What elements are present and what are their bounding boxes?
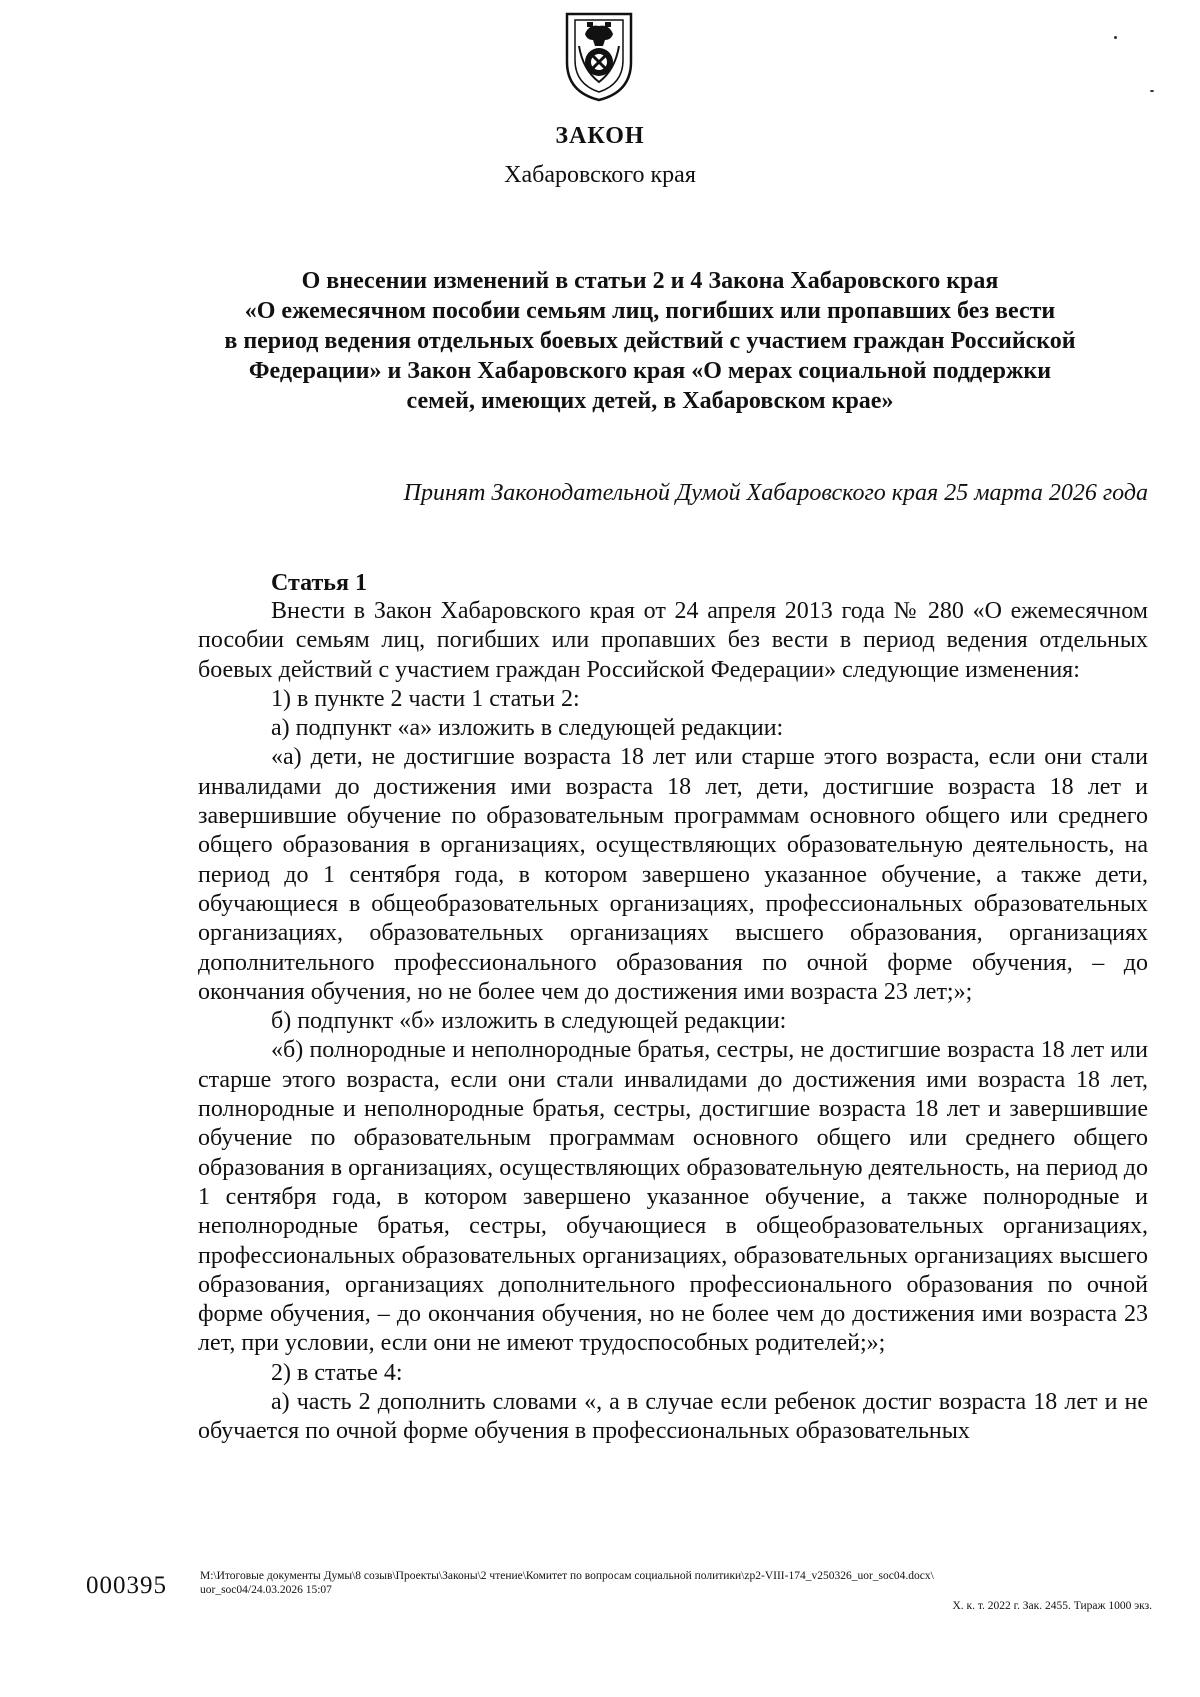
file-path-line: М:\Итоговые документы Думы\8 созыв\Проекты\Законы\2 чтение\Комитет по вопросам социальной политики\zp2-VIII-174_v250326_uor_soc04.docx\ bbox=[200, 1570, 934, 1582]
document-title: ЗАКОН bbox=[555, 123, 645, 149]
paragraph: 1) в пункте 2 части 1 статьи 2: bbox=[271, 685, 580, 712]
adoption-statement: Принят Законодательной Думой Хабаровского края 25 марта 2026 года bbox=[403, 480, 1148, 506]
paragraph: 2) в статье 4: bbox=[271, 1359, 403, 1386]
file-path bbox=[200, 1569, 1150, 1597]
subject-line: «О ежемесячном пособии семьям лиц, погибших или пропавших без вести bbox=[244, 298, 1056, 324]
subject-line: в период ведения отдельных боевых действий с участием граждан Российской bbox=[224, 328, 1076, 354]
article-heading: Статья 1 bbox=[271, 570, 367, 596]
law-subject bbox=[190, 266, 1110, 416]
document-region: Хабаровского края bbox=[504, 162, 696, 188]
scan-speck bbox=[1150, 90, 1154, 92]
paragraph: а) часть 2 дополнить словами «, а в случае если ребенок достиг возраста 18 лет и не обучается по очной форме обучения в профессиональных образовательных bbox=[198, 1389, 1148, 1445]
paragraph: «а) дети, не достигшие возраста 18 лет или старше этого возраста, если они стали инвалидами до достижения ими возраста 18 лет, дети, достигшие возраста 18 лет и завершившие обучение по образовательным программам основного общего или среднего общего образования в организациях, осуществляющих образовательную деятельность, на период до 1 сентября года, в котором завершено указанное обучение, а также дети, обучающиеся в общеобразовательных организациях, профессиональных образовательных организациях, образовательных организациях высшего образования, организациях дополнительного профессионального образования по очной форме обучения, – до окончания обучения, но не более чем до достижения ими возраста 23 лет;»; bbox=[198, 744, 1148, 1005]
subject-line: Федерации» и Закон Хабаровского края «О мерах социальной поддержки bbox=[248, 358, 1052, 384]
file-path-line: uor_soc04/24.03.2026 15:07 bbox=[200, 1584, 332, 1596]
paragraph: а) подпункт «а» изложить в следующей редакции: bbox=[271, 715, 784, 742]
paragraph: б) подпункт «б» изложить в следующей редакции: bbox=[271, 1008, 787, 1035]
coat-of-arms-emblem bbox=[563, 10, 635, 102]
document-number: 000395 bbox=[86, 1572, 167, 1599]
subject-line: семей, имеющих детей, в Хабаровском крае» bbox=[406, 388, 894, 414]
subject-line: О внесении изменений в статьи 2 и 4 Закона Хабаровского края bbox=[301, 268, 999, 294]
paragraph: Внести в Закон Хабаровского края от 24 апреля 2013 года № 280 «О ежемесячном пособии семьям лиц, погибших или пропавших без вести в период ведения отдельных боевых действий с участием граждан Российской Федерации» следующие изменения: bbox=[198, 598, 1148, 683]
scan-speck bbox=[1114, 36, 1117, 39]
print-info: Х. к. т. 2022 г. Зак. 2455. Тираж 1000 экз. bbox=[952, 1600, 1152, 1612]
article-body bbox=[198, 597, 1148, 1447]
paragraph: «б) полнородные и неполнородные братья, сестры, не достигшие возраста 18 лет или старше этого возраста, если они стали инвалидами до достижения ими возраста 18 лет, полнородные и неполнородные братья, сестры, достигшие возраста 18 лет и завершившие обучение по образовательным программам основного общего или среднего общего образования в организациях, осуществляющих образовательную деятельность, на период до 1 сентября года, в котором завершено указанное обучение, а также полнородные и неполнородные братья, сестры, обучающиеся в общеобразовательных организациях, профессиональных образовательных организациях, образовательных организациях высшего образования, организациях дополнительного профессионального образования по очной форме обучения, – до окончания обучения, но не более чем до достижения ими возраста 23 лет, при условии, если они не имеют трудоспособных родителей;»; bbox=[198, 1037, 1148, 1357]
